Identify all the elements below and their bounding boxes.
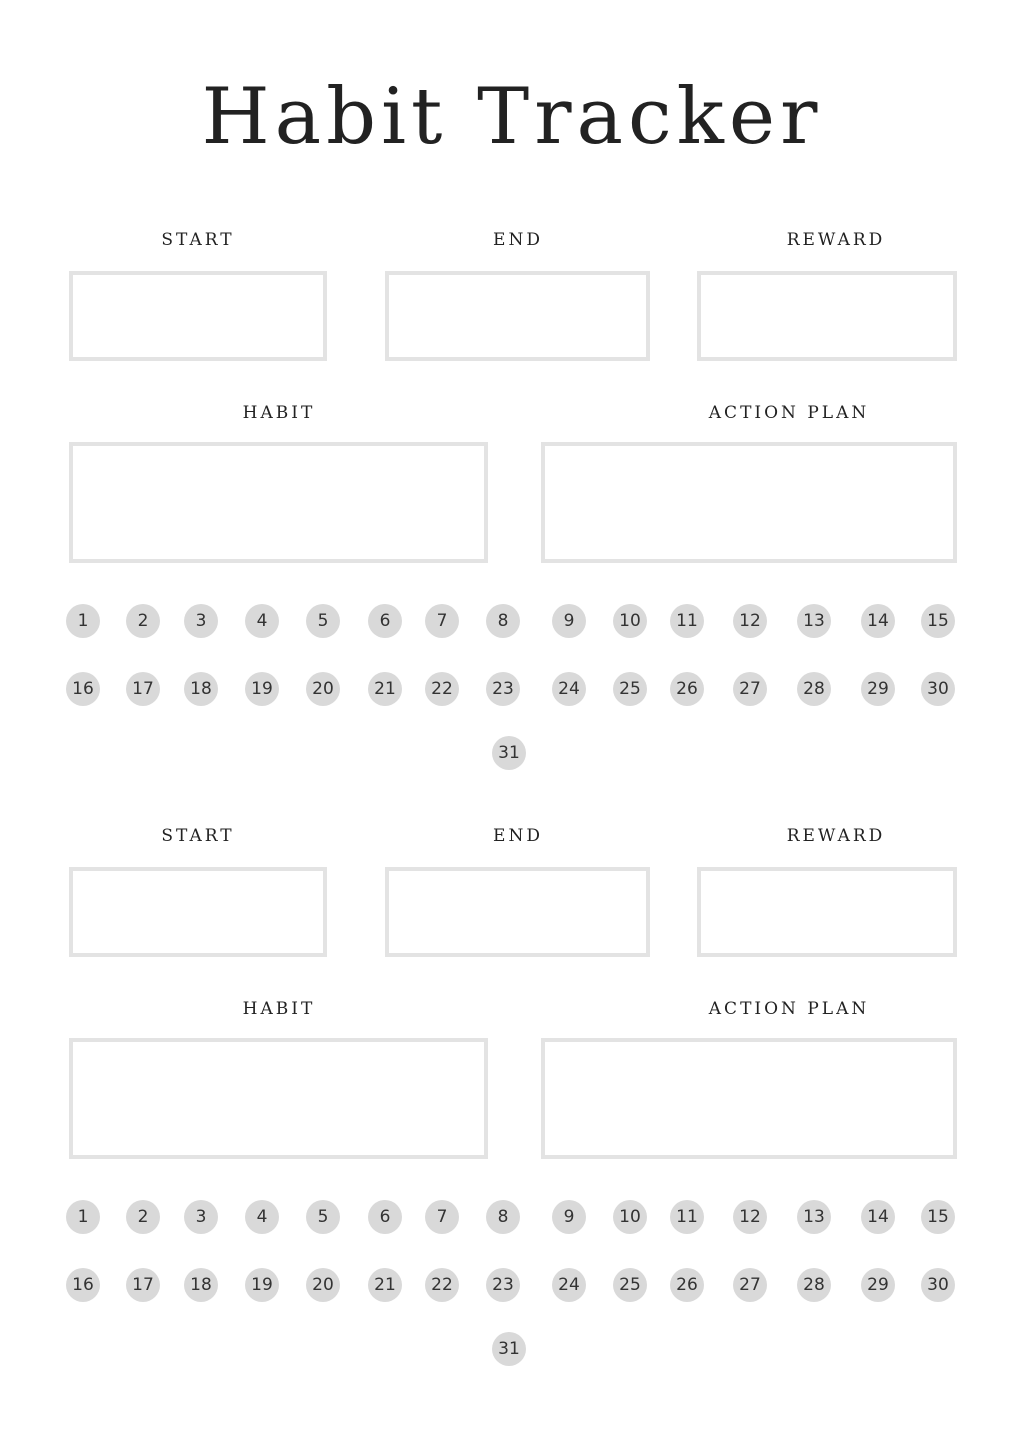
day-circle-2[interactable]: 2 xyxy=(126,1200,160,1234)
action-plan-label: ACTION PLAN xyxy=(708,999,870,1019)
start-label: START xyxy=(161,230,235,250)
day-circle-20[interactable]: 20 xyxy=(306,672,340,706)
end-field[interactable] xyxy=(385,867,650,957)
day-circle-26[interactable]: 26 xyxy=(670,672,704,706)
day-circle-31[interactable]: 31 xyxy=(492,1332,526,1366)
day-circle-9[interactable]: 9 xyxy=(552,604,586,638)
start-field[interactable] xyxy=(69,867,327,957)
day-circle-2[interactable]: 2 xyxy=(126,604,160,638)
reward-field[interactable] xyxy=(697,867,957,957)
start-label: START xyxy=(161,826,235,846)
day-circle-13[interactable]: 13 xyxy=(797,604,831,638)
day-circle-22[interactable]: 22 xyxy=(425,1268,459,1302)
day-circle-24[interactable]: 24 xyxy=(552,672,586,706)
day-circle-17[interactable]: 17 xyxy=(126,1268,160,1302)
reward-field[interactable] xyxy=(697,271,957,361)
day-circle-29[interactable]: 29 xyxy=(861,672,895,706)
day-circle-27[interactable]: 27 xyxy=(733,1268,767,1302)
day-circle-16[interactable]: 16 xyxy=(66,672,100,706)
action-plan-label: ACTION PLAN xyxy=(708,403,870,423)
end-label: END xyxy=(493,826,543,846)
day-circle-10[interactable]: 10 xyxy=(613,1200,647,1234)
day-circle-17[interactable]: 17 xyxy=(126,672,160,706)
habit-label: HABIT xyxy=(242,999,316,1019)
day-circle-19[interactable]: 19 xyxy=(245,1268,279,1302)
action-plan-field[interactable] xyxy=(541,442,957,563)
day-circle-4[interactable]: 4 xyxy=(245,604,279,638)
day-circle-30[interactable]: 30 xyxy=(921,672,955,706)
day-circle-14[interactable]: 14 xyxy=(861,1200,895,1234)
day-circle-13[interactable]: 13 xyxy=(797,1200,831,1234)
day-circle-18[interactable]: 18 xyxy=(184,672,218,706)
habit-section-2 xyxy=(0,596,1024,1359)
reward-label: REWARD xyxy=(786,230,886,250)
habit-field[interactable] xyxy=(69,1038,488,1159)
day-circle-12[interactable]: 12 xyxy=(733,604,767,638)
day-circle-12[interactable]: 12 xyxy=(733,1200,767,1234)
day-circle-30[interactable]: 30 xyxy=(921,1268,955,1302)
day-circle-1[interactable]: 1 xyxy=(66,604,100,638)
day-circle-21[interactable]: 21 xyxy=(368,672,402,706)
day-circle-6[interactable]: 6 xyxy=(368,604,402,638)
day-circle-27[interactable]: 27 xyxy=(733,672,767,706)
day-circle-3[interactable]: 3 xyxy=(184,1200,218,1234)
day-circle-25[interactable]: 25 xyxy=(613,1268,647,1302)
day-circle-11[interactable]: 11 xyxy=(670,604,704,638)
habit-field[interactable] xyxy=(69,442,488,563)
day-circle-22[interactable]: 22 xyxy=(425,672,459,706)
start-field[interactable] xyxy=(69,271,327,361)
day-circle-21[interactable]: 21 xyxy=(368,1268,402,1302)
day-circle-9[interactable]: 9 xyxy=(552,1200,586,1234)
day-circle-6[interactable]: 6 xyxy=(368,1200,402,1234)
day-circle-26[interactable]: 26 xyxy=(670,1268,704,1302)
day-circle-15[interactable]: 15 xyxy=(921,604,955,638)
day-circle-28[interactable]: 28 xyxy=(797,672,831,706)
habit-label: HABIT xyxy=(242,403,316,423)
day-circle-25[interactable]: 25 xyxy=(613,672,647,706)
day-circle-31[interactable]: 31 xyxy=(492,736,526,770)
day-circle-7[interactable]: 7 xyxy=(425,604,459,638)
day-circle-19[interactable]: 19 xyxy=(245,672,279,706)
action-plan-field[interactable] xyxy=(541,1038,957,1159)
day-circle-8[interactable]: 8 xyxy=(486,1200,520,1234)
end-field[interactable] xyxy=(385,271,650,361)
day-circle-7[interactable]: 7 xyxy=(425,1200,459,1234)
day-circle-5[interactable]: 5 xyxy=(306,604,340,638)
day-circle-28[interactable]: 28 xyxy=(797,1268,831,1302)
page-title: Habit Tracker xyxy=(201,72,823,162)
day-circle-11[interactable]: 11 xyxy=(670,1200,704,1234)
reward-label: REWARD xyxy=(786,826,886,846)
day-circle-24[interactable]: 24 xyxy=(552,1268,586,1302)
day-circle-15[interactable]: 15 xyxy=(921,1200,955,1234)
day-circle-3[interactable]: 3 xyxy=(184,604,218,638)
day-circle-14[interactable]: 14 xyxy=(861,604,895,638)
day-circle-8[interactable]: 8 xyxy=(486,604,520,638)
day-circle-18[interactable]: 18 xyxy=(184,1268,218,1302)
day-circle-23[interactable]: 23 xyxy=(486,672,520,706)
end-label: END xyxy=(493,230,543,250)
day-circle-5[interactable]: 5 xyxy=(306,1200,340,1234)
day-circle-1[interactable]: 1 xyxy=(66,1200,100,1234)
day-circle-20[interactable]: 20 xyxy=(306,1268,340,1302)
day-circle-29[interactable]: 29 xyxy=(861,1268,895,1302)
day-circle-23[interactable]: 23 xyxy=(486,1268,520,1302)
day-circle-10[interactable]: 10 xyxy=(613,604,647,638)
day-circle-16[interactable]: 16 xyxy=(66,1268,100,1302)
day-circle-4[interactable]: 4 xyxy=(245,1200,279,1234)
